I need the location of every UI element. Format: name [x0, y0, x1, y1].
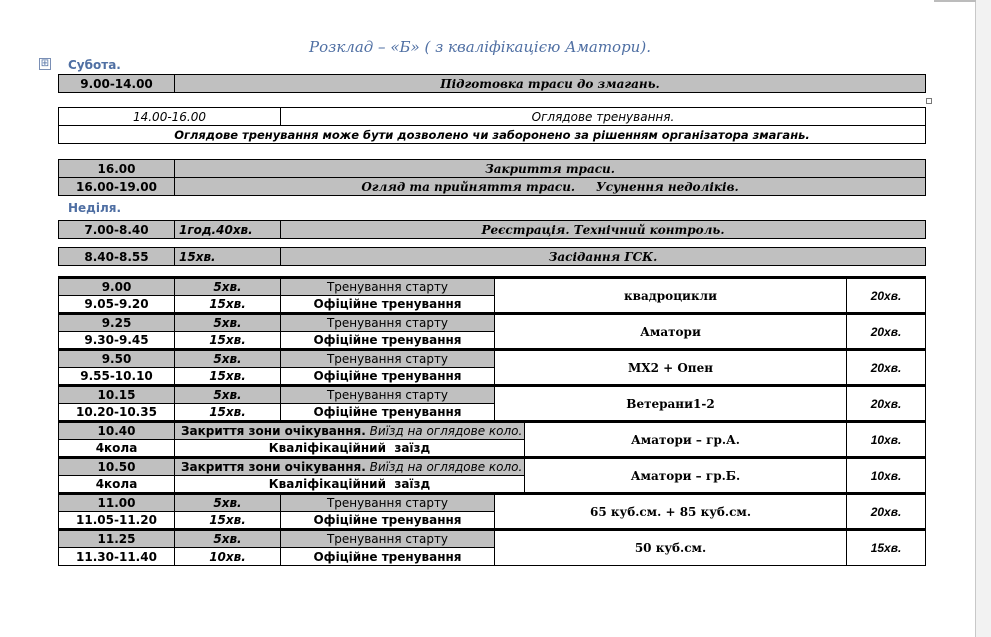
qual-label: Кваліфікаційний заїзд — [175, 440, 525, 458]
start-duration: 5хв. — [175, 278, 281, 296]
schedule-title: Розклад – «Б» ( з кваліфікацією Аматори). — [309, 38, 651, 56]
block-start-row — [59, 386, 926, 404]
train-duration: 15хв. — [175, 512, 281, 530]
race-duration: 15хв. — [847, 530, 926, 566]
start-label: Тренування старту — [281, 386, 495, 404]
saturday-prep-table — [58, 74, 926, 93]
train-label: Офіційне тренування — [281, 332, 495, 350]
race-duration: 10хв. — [847, 422, 926, 458]
meeting-text: Засідання ГСК. — [281, 248, 926, 266]
start-time: 10.15 — [59, 386, 175, 404]
start-time: 11.25 — [59, 530, 175, 548]
block-start-row — [59, 278, 926, 296]
race-schedule-table — [58, 276, 926, 566]
start-label: Тренування старту — [281, 494, 495, 512]
zone-italic: Виїзд на оглядове коло. — [369, 424, 523, 438]
start-duration: 5хв. — [175, 530, 281, 548]
review-text: Огляд та прийняття траси. Усунення недоліків. — [175, 178, 926, 196]
sunday-registration-table — [58, 220, 926, 239]
race-class: Аматори – гр.Б. — [525, 458, 847, 494]
race-class: квадроцикли — [495, 278, 847, 314]
race-class: Ветерани1-2 — [495, 386, 847, 422]
block-start-row — [59, 350, 926, 368]
train-label: Офіційне тренування — [281, 296, 495, 314]
qual-label: Кваліфікаційний заїзд — [175, 476, 525, 494]
train-time: 10.20-10.35 — [59, 404, 175, 422]
qual-laps: 4кола — [59, 476, 175, 494]
zone-italic: Виїзд на оглядове коло. — [369, 460, 523, 474]
inspect-note: Оглядове тренування може бути дозволено чи заборонено за рішенням організатора змагань. — [59, 126, 926, 144]
close-text: Закриття траси. — [175, 160, 926, 178]
race-duration: 20хв. — [847, 278, 926, 314]
train-time: 11.05-11.20 — [59, 512, 175, 530]
start-time: 11.00 — [59, 494, 175, 512]
qual-laps: 4кола — [59, 440, 175, 458]
inspect-text: Оглядове тренування. — [281, 108, 926, 126]
start-label: Тренування старту — [281, 314, 495, 332]
sunday-heading: Неділя. — [68, 201, 122, 215]
train-duration: 15хв. — [175, 404, 281, 422]
race-duration: 20хв. — [847, 314, 926, 350]
race-class: Аматори – гр.А. — [525, 422, 847, 458]
start-duration: 5хв. — [175, 386, 281, 404]
start-label: Тренування старту — [281, 278, 495, 296]
qual-time: 10.50 — [59, 458, 175, 476]
start-time: 9.00 — [59, 278, 175, 296]
race-class: МХ2 + Опен — [495, 350, 847, 386]
start-time: 9.50 — [59, 350, 175, 368]
train-time: 9.55-10.10 — [59, 368, 175, 386]
block-start-row — [59, 530, 926, 548]
zone-bold: Закриття зони очікування. — [181, 460, 366, 474]
close-time: 16.00 — [59, 160, 175, 178]
qual-zone-row — [59, 422, 926, 440]
race-class: Аматори — [495, 314, 847, 350]
train-duration: 15хв. — [175, 368, 281, 386]
race-duration: 20хв. — [847, 494, 926, 530]
block-start-row — [59, 314, 926, 332]
saturday-heading: Субота. — [68, 58, 121, 72]
train-time: 9.30-9.45 — [59, 332, 175, 350]
train-time: 9.05-9.20 — [59, 296, 175, 314]
prep-time: 9.00-14.00 — [59, 75, 175, 93]
table-move-handle-icon[interactable]: ⊞ — [40, 58, 50, 69]
qual-time: 10.40 — [59, 422, 175, 440]
start-duration: 5хв. — [175, 494, 281, 512]
prep-text: Підготовка траси до змагань. — [175, 75, 926, 93]
registration-time: 7.00-8.40 — [59, 221, 175, 239]
race-duration: 10хв. — [847, 458, 926, 494]
start-time: 9.25 — [59, 314, 175, 332]
meeting-duration: 15хв. — [175, 248, 281, 266]
zone-text — [175, 458, 525, 476]
train-duration: 10хв. — [175, 548, 281, 566]
race-duration: 20хв. — [847, 350, 926, 386]
registration-text: Реєстрація. Технічний контроль. — [281, 221, 926, 239]
race-duration: 20хв. — [847, 386, 926, 422]
saturday-close-table — [58, 159, 926, 196]
registration-duration: 1год.40хв. — [175, 221, 281, 239]
train-label: Офіційне тренування — [281, 404, 495, 422]
page-corner — [934, 0, 976, 2]
train-time: 11.30-11.40 — [59, 548, 175, 566]
start-duration: 5хв. — [175, 350, 281, 368]
block-start-row — [59, 494, 926, 512]
saturday-inspect-table — [58, 107, 926, 144]
zone-text — [175, 422, 525, 440]
zone-bold: Закриття зони очікування. — [181, 424, 366, 438]
table-resize-handle[interactable] — [926, 98, 932, 104]
qual-zone-row — [59, 458, 926, 476]
inspect-time: 14.00-16.00 — [59, 108, 281, 126]
race-class: 65 куб.см. + 85 куб.см. — [495, 494, 847, 530]
page-margin — [976, 0, 991, 637]
review-time: 16.00-19.00 — [59, 178, 175, 196]
start-label: Тренування старту — [281, 530, 495, 548]
meeting-time: 8.40-8.55 — [59, 248, 175, 266]
train-label: Офіційне тренування — [281, 548, 495, 566]
sunday-meeting-table — [58, 247, 926, 266]
train-label: Офіційне тренування — [281, 368, 495, 386]
train-duration: 15хв. — [175, 332, 281, 350]
start-label: Тренування старту — [281, 350, 495, 368]
train-duration: 15хв. — [175, 296, 281, 314]
start-duration: 5хв. — [175, 314, 281, 332]
race-class: 50 куб.см. — [495, 530, 847, 566]
train-label: Офіційне тренування — [281, 512, 495, 530]
